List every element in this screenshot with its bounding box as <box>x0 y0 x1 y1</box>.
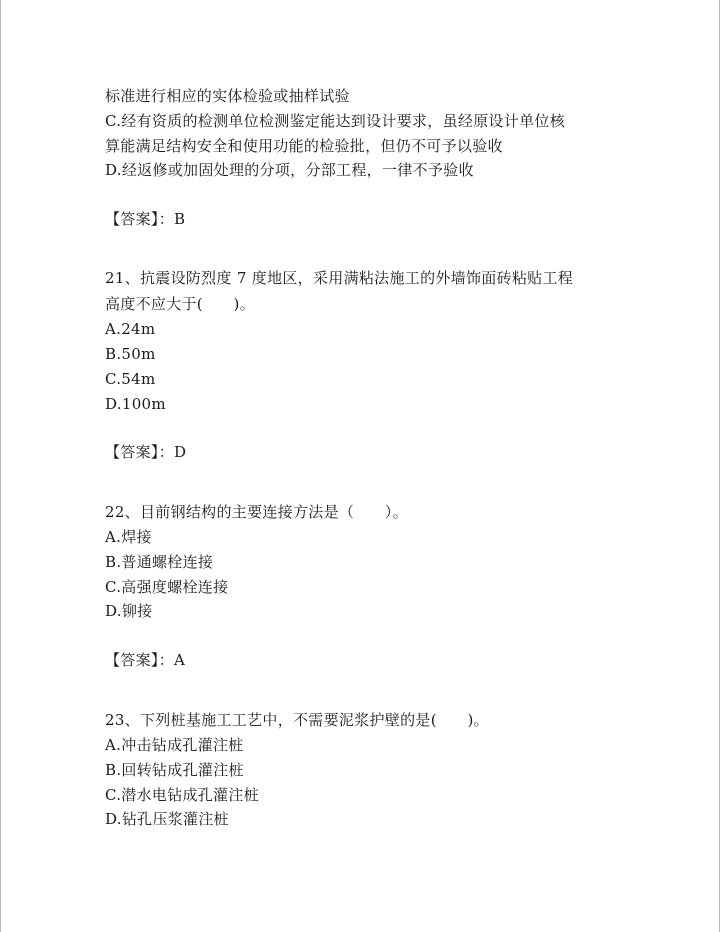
prev-option-c-line1: C.经有资质的检测单位检测鉴定能达到设计要求，虽经原设计单位核 <box>105 112 566 130</box>
q21-option-d: D.100m <box>105 395 166 413</box>
q23-stem: 23、下列桩基施工工艺中，不需要泥浆护壁的是( )。 <box>105 711 489 729</box>
q23-option-c: C.潜水电钻成孔灌注桩 <box>105 786 260 804</box>
q23-option-b: B.回转钻成孔灌注桩 <box>105 761 244 779</box>
q21-option-c: C.54m <box>105 370 156 388</box>
q22-option-d: D.铆接 <box>105 602 153 620</box>
q23-option-d: D.钻孔压浆灌注桩 <box>105 810 229 828</box>
q22-option-b: B.普通螺栓连接 <box>105 553 214 571</box>
q21-stem-line1: 21、抗震设防烈度 7 度地区，采用满粘法施工的外墙饰面砖粘贴工程 <box>105 269 574 287</box>
q22-answer: 【答案】：A <box>105 651 186 669</box>
prev-question-line: 标准进行相应的实体检验或抽样试验 <box>105 87 350 105</box>
q21-answer: 【答案】：D <box>105 443 187 461</box>
q22-option-a: A.焊接 <box>105 528 152 546</box>
prev-option-d: D.经返修或加固处理的分项，分部工程，一律不予验收 <box>105 161 474 179</box>
prev-option-c-line2: 算能满足结构安全和使用功能的检验批，但仍不可予以验收 <box>105 137 503 155</box>
q22-stem: 22、目前钢结构的主要连接方法是（ ）。 <box>105 503 408 521</box>
q22-option-c: C.高强度螺栓连接 <box>105 578 229 596</box>
q21-stem-line2: 高度不应大于( )。 <box>105 295 256 313</box>
q21-option-b: B.50m <box>105 345 156 363</box>
prev-answer: 【答案】：B <box>105 210 186 228</box>
q23-option-a: A.冲击钻成孔灌注桩 <box>105 736 244 754</box>
q21-option-a: A.24m <box>105 320 156 338</box>
